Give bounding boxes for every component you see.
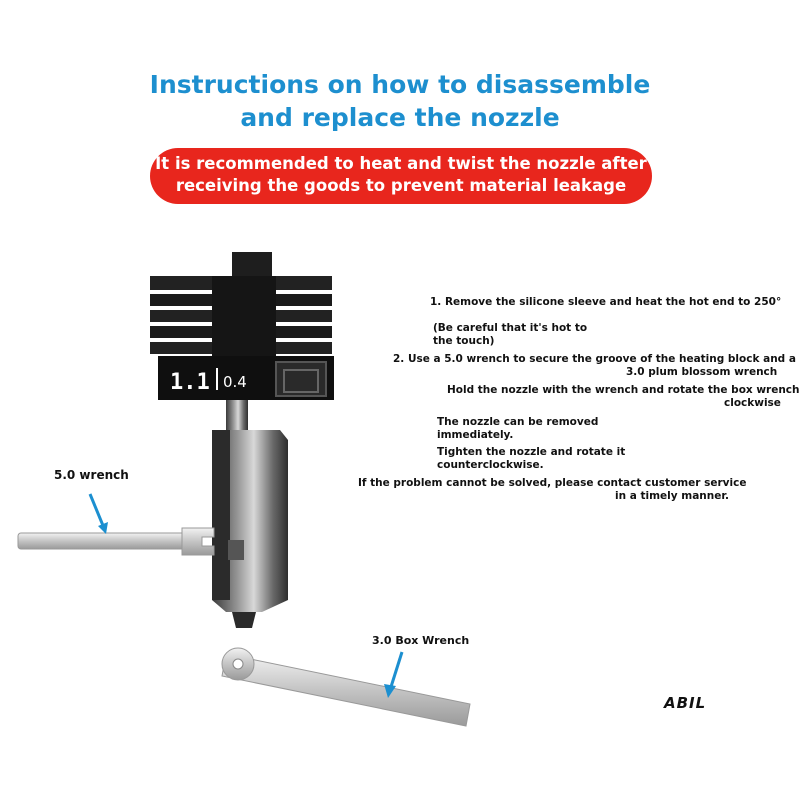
step-2a: 2. Use a 5.0 wrench to secure the groove of the heating block and a <box>393 353 796 365</box>
wrench-5-label: 5.0 wrench <box>54 468 129 482</box>
page-title-line-1: Instructions on how to disassemble <box>149 70 651 99</box>
step-6a: If the problem cannot be solved, please contact customer service <box>358 477 747 489</box>
step-4a: The nozzle can be removed <box>437 416 599 428</box>
step-5a: Tighten the nozzle and rotate it <box>437 446 626 458</box>
box-wrench-label: 3.0 Box Wrench <box>372 634 470 647</box>
page-title-line-2: and replace the nozzle <box>240 103 560 132</box>
box-wrench-3-0 <box>222 648 470 726</box>
wrench-5-0 <box>18 528 214 555</box>
box-wrench-arrow <box>390 652 402 690</box>
brand-logo: ABIL <box>664 694 707 712</box>
step-5b: counterclockwise. <box>437 459 544 471</box>
step-1: 1. Remove the silicone sleeve and heat the hot end to 250° <box>430 296 782 308</box>
step-6b: in a timely manner. <box>615 490 730 502</box>
step-2b: 3.0 plum blossom wrench <box>626 366 778 378</box>
warning-banner-line-2: receiving the goods to prevent material leakage <box>175 176 627 195</box>
step-1-note-b: the touch) <box>433 335 495 347</box>
warning-banner-line-1: It is recommended to heat and twist the nozzle after <box>155 154 647 173</box>
heater-and-nozzle <box>212 400 288 628</box>
step-4b: immediately. <box>437 429 514 441</box>
nozzle-marking-right: 0.4 <box>223 373 247 391</box>
step-3a: Hold the nozzle with the wrench and rotate the box wrench <box>447 384 800 396</box>
step-3b: clockwise <box>724 397 781 409</box>
marking-divider <box>216 368 218 390</box>
wrench-5-arrow <box>90 494 104 528</box>
nozzle-marking-left: 1.1 <box>170 370 210 395</box>
step-1-note-a: (Be careful that it's hot to <box>433 322 588 334</box>
